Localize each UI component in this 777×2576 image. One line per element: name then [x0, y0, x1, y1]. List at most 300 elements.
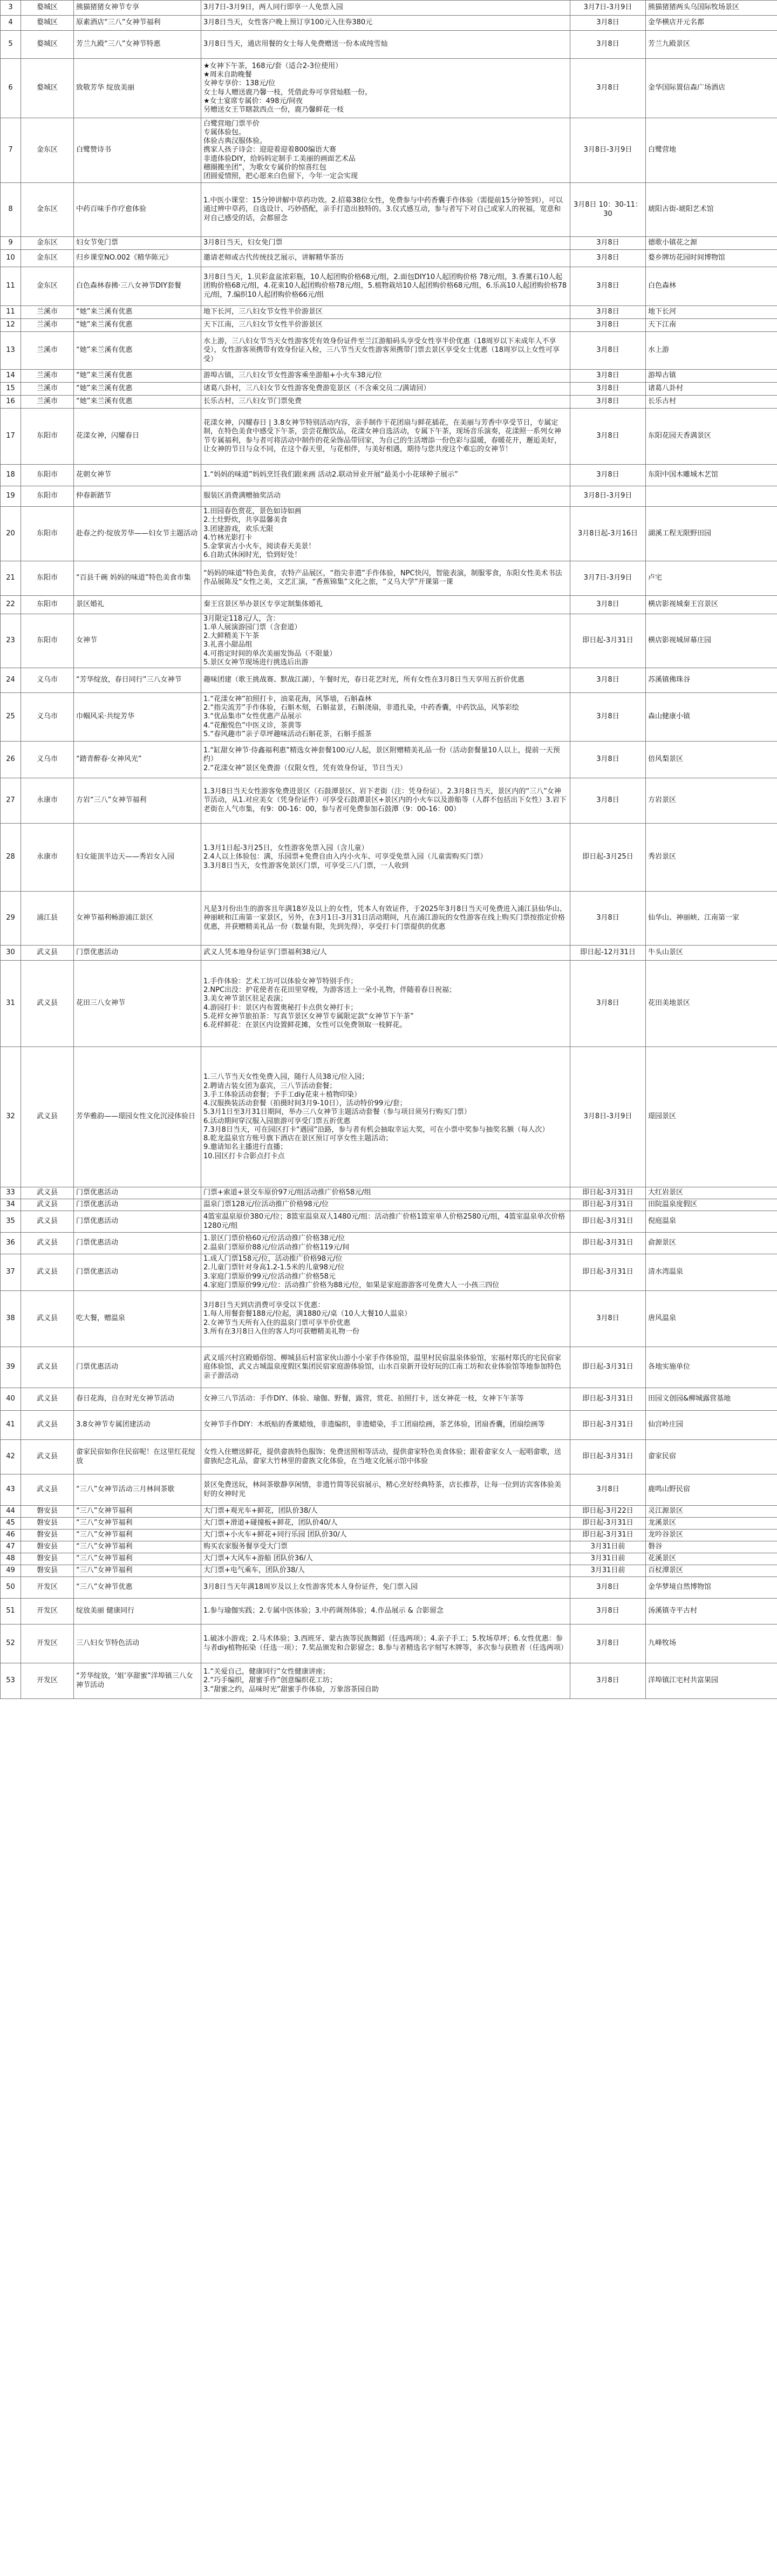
description-line: 3月7日-3月9日，两人同行即享一人免票入园 — [203, 3, 343, 12]
row-description — [201, 332, 570, 370]
row-number: 50 — [1, 1577, 21, 1599]
row-venue: 牛头山景区 — [646, 946, 777, 961]
row-date: 3月8日起-3月16日 — [570, 507, 646, 561]
description-line: 3.所有在3月8日入住的客人均可获赠精美礼物一份 — [203, 1327, 359, 1336]
row-number: 51 — [1, 1599, 21, 1625]
description-line: 团圆爱情照，把心愿来白色留下，今年一定会实现 — [203, 172, 358, 181]
row-area: 东阳市 — [21, 486, 74, 507]
row-date: 即日起-3月31日 — [570, 1347, 646, 1388]
row-number: 38 — [1, 1291, 21, 1347]
row-venue: 各地实施单位 — [646, 1347, 777, 1388]
description-line: 5.3月1日至3月31日期间，举办三八女神节主题活动套餐（参与项目须另行购买门票） — [203, 1108, 471, 1117]
row-activity-name: 门票优惠活动 — [74, 1347, 201, 1388]
row-date: 即日起-3月31日 — [570, 1254, 646, 1291]
table-row — [1, 370, 777, 383]
row-date: 3月7日-3月9日 — [570, 561, 646, 595]
table-row — [1, 1211, 777, 1233]
description-line: 门票+索道+景交车原价97元/组活动推广价格58元/组 — [203, 1188, 371, 1197]
row-date: 3月31日前 — [570, 1541, 646, 1553]
row-activity-name: 春日花海，自在时光女神节活动 — [74, 1388, 201, 1411]
row-area: 兰溪市 — [21, 319, 74, 332]
row-date: 3月8日 — [570, 396, 646, 409]
description-line: 10.园区打卡合影点打卡点 — [203, 1152, 285, 1160]
row-description — [201, 693, 570, 742]
row-description — [201, 1199, 570, 1211]
table-row — [1, 1347, 777, 1388]
description-line: 大门票+电气乘车，团队价38/人 — [203, 1566, 305, 1575]
row-area: 永康市 — [21, 824, 74, 892]
table-row — [1, 1474, 777, 1506]
row-number: 9 — [1, 237, 21, 250]
row-date: 3月8日 — [570, 319, 646, 332]
row-activity-name: “她”来兰溪有优惠 — [74, 306, 201, 319]
table-row — [1, 1506, 777, 1518]
description-line: 1.“缸甜女神节·侍鑫福利惠”精选女神套餐100元/人起，景区附赠精美礼品一份（活动套餐量10人以上，提前一天预约） — [203, 746, 560, 764]
row-area: 义乌市 — [21, 742, 74, 778]
row-activity-name: “她”来兰溪有优惠 — [74, 396, 201, 409]
row-number: 7 — [1, 118, 21, 183]
description-line: 4.竹林光影打卡 — [203, 533, 253, 542]
table-row — [1, 16, 777, 31]
row-number: 15 — [1, 383, 21, 396]
row-activity-name: “三八”女神节优惠 — [74, 1577, 201, 1599]
row-number: 49 — [1, 1565, 21, 1577]
row-activity-name: “三八”女神节福利 — [74, 1518, 201, 1530]
row-description — [201, 118, 570, 183]
table-row — [1, 1388, 777, 1411]
table-row — [1, 961, 777, 1047]
row-area: 磐安县 — [21, 1518, 74, 1530]
row-date: 3月8日 10：30-11：30 — [570, 183, 646, 237]
row-description — [201, 824, 570, 892]
row-area: 婺城区 — [21, 59, 74, 118]
row-description — [201, 1663, 570, 1699]
table-row — [1, 1411, 777, 1440]
row-area: 婺城区 — [21, 1, 74, 16]
row-description — [201, 1388, 570, 1411]
row-number: 43 — [1, 1474, 21, 1506]
row-description — [201, 1541, 570, 1553]
description-line: 1.每人用餐套餐188元/位起，满1880元/桌（10人大餐10人温泉） — [203, 1310, 412, 1318]
description-line: 3月8日当天到店消费可享受以下优惠： — [203, 1301, 325, 1309]
row-venue: 花溪景区 — [646, 1553, 777, 1565]
row-area: 东阳市 — [21, 561, 74, 595]
row-number: 13 — [1, 332, 21, 370]
row-date: 3月8日 — [570, 742, 646, 778]
description-line: 体验古典汉服体验。 — [203, 137, 267, 146]
row-venue: 方岩景区 — [646, 778, 777, 824]
row-date: 即日起-3月31日 — [570, 1388, 646, 1411]
row-date: 即日起-3月31日 — [570, 1233, 646, 1254]
row-venue: 婺乡牌坊花园时间博物馆 — [646, 250, 777, 267]
table-row — [1, 250, 777, 267]
description-line: 2.温泉门票原价88元/位活动推广价格119元/间 — [203, 1243, 350, 1252]
row-area: 兰溪市 — [21, 396, 74, 409]
row-description — [201, 183, 570, 237]
row-date: 即日起-3月31日 — [570, 1530, 646, 1541]
row-date: 3月31日前 — [570, 1553, 646, 1565]
row-number: 23 — [1, 614, 21, 668]
row-area: 兰溪市 — [21, 306, 74, 319]
description-line: 3月8日当天年满18周岁及以上女性游客凭本人身份证件，免门票入园 — [203, 1583, 418, 1592]
row-area: 磐安县 — [21, 1541, 74, 1553]
row-date: 3月8日 — [570, 1474, 646, 1506]
row-venue: 田院温泉度假区 — [646, 1199, 777, 1211]
description-line: 游埠古镇，三八妇女节女性游客乘坐游船+小火车38元/位 — [203, 371, 382, 380]
row-venue: 倪庭温泉 — [646, 1211, 777, 1233]
row-description — [201, 1599, 570, 1625]
row-activity-name: 巾帼风采·共绽芳华 — [74, 693, 201, 742]
row-description — [201, 1577, 570, 1599]
row-date: 即日起-3月31日 — [570, 1199, 646, 1211]
row-description — [201, 1, 570, 16]
row-number: 24 — [1, 668, 21, 693]
description-line: 2.儿童门票针对身高1.2-1.5米的儿童98元/位 — [203, 1263, 345, 1272]
row-date: 3月8日 — [570, 1599, 646, 1625]
description-line: 3月限定118元/人，含： — [203, 614, 280, 623]
row-venue: 湖溪工程无限野田园 — [646, 507, 777, 561]
row-activity-name: 归乡课堂NO.002《精华陈元》 — [74, 250, 201, 267]
row-venue: 森山健康小镇 — [646, 693, 777, 742]
description-line: 女士每人赠送鹿乃馨一枝，凭借此券可享营灿糕一份。 — [203, 88, 372, 97]
description-line: 4.“花酿悦色”中医义诊，茶黄等 — [203, 721, 302, 730]
row-date: 3月8日 — [570, 250, 646, 267]
row-number: 44 — [1, 1506, 21, 1518]
description-line: 3.团建游戏，欢乐无限 — [203, 525, 274, 533]
row-activity-name: “她”来兰溪有优惠 — [74, 332, 201, 370]
row-date: 3月8日-3月9日 — [570, 1047, 646, 1187]
row-number: 34 — [1, 1199, 21, 1211]
row-number: 28 — [1, 824, 21, 892]
row-area: 兰溪市 — [21, 383, 74, 396]
row-date: 3月8日 — [570, 1291, 646, 1347]
table-row — [1, 946, 777, 961]
row-venue: 卢宅 — [646, 561, 777, 595]
row-date: 即日起-3月25日 — [570, 824, 646, 892]
description-line: ★女神下午茶，168元/套（适合2-3位使用） — [203, 62, 343, 70]
row-area: 兰溪市 — [21, 332, 74, 370]
row-number: 11 — [1, 306, 21, 319]
row-venue: 龙吟谷景区 — [646, 1530, 777, 1541]
row-activity-name: 原素酒店“三八”女神节福利 — [74, 16, 201, 31]
row-date: 3月8日-3月9日 — [570, 118, 646, 183]
row-venue: 横店影视城屏幕庄园 — [646, 614, 777, 668]
row-date: 3月8日 — [570, 668, 646, 693]
row-area: 义乌市 — [21, 668, 74, 693]
description-line: 穗圈搬坐团”，为歌女专属价的惊喜红包 — [203, 163, 326, 172]
row-area: 开发区 — [21, 1663, 74, 1699]
row-number: 52 — [1, 1625, 21, 1663]
row-venue: 唐风温泉 — [646, 1291, 777, 1347]
row-date: 3月8日 — [570, 693, 646, 742]
table-row — [1, 1440, 777, 1474]
row-number: 46 — [1, 1530, 21, 1541]
row-area: 磐安县 — [21, 1530, 74, 1541]
row-venue: 磐谷 — [646, 1541, 777, 1553]
row-number: 40 — [1, 1388, 21, 1411]
row-number: 8 — [1, 183, 21, 237]
row-activity-name: “三八”女神节福利 — [74, 1530, 201, 1541]
row-venue: 田园文创园&柳城露营基地 — [646, 1388, 777, 1411]
row-area: 武义县 — [21, 1254, 74, 1291]
row-number: 22 — [1, 595, 21, 614]
row-number: 48 — [1, 1553, 21, 1565]
row-number: 32 — [1, 1047, 21, 1187]
row-area: 婺城区 — [21, 31, 74, 59]
row-description — [201, 1347, 570, 1388]
description-line: 3.“甜蜜之约，品味时光”甜蜜手作体验，万象溶茶园自助 — [203, 1685, 379, 1694]
row-activity-name: “踏青醉春·女神风光” — [74, 742, 201, 778]
description-line: 2.“巧手编织，甜蜜手作”创意编织花工坊； — [203, 1676, 337, 1685]
description-line: 8.乾龙温泉官方账号旗下酒店在景区预订可享女性主题活动； — [203, 1134, 393, 1143]
description-line: 2.“花漾女神”景区免费游（仅限女性，凭有效身份证，节日当天） — [203, 764, 407, 772]
row-activity-name: 方岩“三八”女神节福利 — [74, 778, 201, 824]
row-activity-name: 白色森林春拂·三八女神节DIY套餐 — [74, 267, 201, 306]
row-description — [201, 383, 570, 396]
description-line: 水上游，三八妇女节当天女性游客凭有效身份证件至兰江游船码头享受女性享半价优惠（18周岁以下未成年人不享受），女性游客须携带有效身份证入检，三八节当天女性游客须携带门票去景区享受女士优惠（18周岁以上女性可享受） — [203, 337, 560, 363]
row-area: 磐安县 — [21, 1506, 74, 1518]
row-number: 47 — [1, 1541, 21, 1553]
table-row — [1, 59, 777, 118]
row-area: 金东区 — [21, 250, 74, 267]
row-date: 3月8日 — [570, 1577, 646, 1599]
row-date: 即日起-3月31日 — [570, 1411, 646, 1440]
table-row — [1, 396, 777, 409]
row-date: 3月8日 — [570, 1663, 646, 1699]
row-number: 37 — [1, 1254, 21, 1291]
row-date: 即日起-3月31日 — [570, 1187, 646, 1199]
row-area: 武义县 — [21, 1440, 74, 1474]
row-description — [201, 1411, 570, 1440]
description-line: ★女士宴席专属价：498元/间夜 — [203, 97, 303, 105]
row-description — [201, 1474, 570, 1506]
row-area: 东阳市 — [21, 465, 74, 486]
row-venue: 百杖潭景区 — [646, 1565, 777, 1577]
row-number: 26 — [1, 742, 21, 778]
row-activity-name: 门票优惠活动 — [74, 1187, 201, 1199]
row-description — [201, 409, 570, 465]
row-venue: 长乐古村 — [646, 396, 777, 409]
row-area: 武义县 — [21, 1411, 74, 1440]
row-number: 21 — [1, 561, 21, 595]
row-date: 3月8日 — [570, 383, 646, 396]
row-area: 武义县 — [21, 1233, 74, 1254]
description-line: 1.成人门票158元/位，活动推广价格98元/位 — [203, 1255, 343, 1263]
row-date: 3月8日 — [570, 1625, 646, 1663]
row-date: 3月7日-3月9日 — [570, 1, 646, 16]
row-venue: 琥阳古街-琥阳艺术馆 — [646, 183, 777, 237]
description-line: “妈妈的味道”特色美食，农特产品展区，“指尖非遗”手作体验，NPC快闪，智能表演，制服零食，东阳女性美术书法作品展陈及“女性之美，文艺汇演，“香蕉锦集”文化之旅，“义乌大学”开课第一课 — [203, 569, 562, 586]
row-venue: 大红岩景区 — [646, 1187, 777, 1199]
row-venue: 苏溪镇佛珠谷 — [646, 668, 777, 693]
row-activity-name: 花朝女神节 — [74, 465, 201, 486]
row-area: 武义县 — [21, 1047, 74, 1187]
row-number: 33 — [1, 1187, 21, 1199]
row-date: 3月8日 — [570, 409, 646, 465]
row-venue: 璟园景区 — [646, 1047, 777, 1187]
row-number: 20 — [1, 507, 21, 561]
row-activity-name: 熊猫猪猪女神节专享 — [74, 1, 201, 16]
row-date: 即日起-3月31日 — [570, 1518, 646, 1530]
row-number: 3 — [1, 1, 21, 16]
description-line: 3月8日当天，妇女免门票 — [203, 239, 283, 247]
description-line: 地下长河，三八妇女节女性半价游景区 — [203, 308, 323, 316]
table-row — [1, 668, 777, 693]
table-row — [1, 409, 777, 465]
row-activity-name: 畲家民宿如你住民宿呢！在这里红花绽放 — [74, 1440, 201, 1474]
table-row — [1, 319, 777, 332]
row-venue: 仙宫岭庄园 — [646, 1411, 777, 1440]
row-activity-name: “她”来兰溪有优惠 — [74, 319, 201, 332]
row-venue: 花田美地景区 — [646, 961, 777, 1047]
description-line: 6.花样鲜花：在景区内设置鲜花摊，女性可以免费领取一枝鲜花。 — [203, 1021, 407, 1029]
row-activity-name: 妇女能顶半边天——秀岩女入园 — [74, 824, 201, 892]
description-line: 5.金掌寅古小火车，阅读春天美景！ — [203, 542, 316, 550]
row-venue: 白色森林 — [646, 267, 777, 306]
description-line: 1.田园春色赏花，景色如诗如画 — [203, 507, 302, 515]
description-line: 1.中医小课堂：15分钟讲解中草药功效。2.招募38位女性，免费参与中药香囊手作体验（需提前15分钟签到），可以通过辨中草药，自选设计、巧妙搭配，亲手打造出独特的。3.仪式感互动，参与者写下对自己或家人的祝福，宽意和对自己感受的话，会都留念 — [203, 196, 563, 222]
row-venue: 德歌小镇花之源 — [646, 237, 777, 250]
row-area: 开发区 — [21, 1577, 74, 1599]
description-line: 花漾女神，闪耀春日 | 3.8女神节特别活动内容，亲手制作干花团扇与鲜花插花，在美丽与芳香中享受节日，专属定制，在特色美食中感受下午茶，尝尝花酿饮品，花漾女神自选活动，专属下午茶，现场音乐演奏，花漾照一系列女神节专属福利，参与者可将活动中制作的花朵饰品带回家，为自己的生活增添一份色彩与温暖，春暖花开，邂逅美好，让女神的节日与众不同，在这个春天里，与花相伴，与美好相遇，期待与您共度这个难忘的女神节！ — [203, 419, 562, 453]
table-row — [1, 31, 777, 59]
row-date: 3月8日 — [570, 370, 646, 383]
row-area: 武义县 — [21, 1347, 74, 1388]
table-row — [1, 465, 777, 486]
table-row — [1, 1553, 777, 1565]
row-activity-name: 门票优惠活动 — [74, 1199, 201, 1211]
description-line: 3月8日当天，1.贝彩盒盆浓彩瓶，10人起团购价格68元/组，2.面包DIY10人起团购价格 78元/组，3.香薰石10人起团购价格68元/组，4.花束10人起团购价格78元/组，5.植物栽培10人起团购价格68元/组，6.乐高10人起团购价格78元/组，7.编织10人起团购价格66元/组 — [203, 273, 567, 299]
row-area: 东阳市 — [21, 409, 74, 465]
row-date: 3月8日 — [570, 465, 646, 486]
description-line: 大门票+小火车+鲜花+同行乐园 团队价30/人 — [203, 1531, 347, 1539]
description-line: 1.3月1日起-3月25日，女性游客免票入园（含儿童） — [203, 844, 369, 853]
events-table-body — [1, 1, 777, 1699]
row-date: 3月8日-3月9日 — [570, 486, 646, 507]
row-area: 开发区 — [21, 1599, 74, 1625]
description-line: 3.手工体验活动套餐；予手工diy花束＋植物印染） — [203, 1090, 361, 1099]
row-description — [201, 1530, 570, 1541]
row-venue: 倍风梨景区 — [646, 742, 777, 778]
description-line: 女神三八节活动：手作DIY、体验、瑜伽、野餐，露营，赏花、拍照打卡，送女神花一枝，女神下午茶等 — [203, 1395, 524, 1403]
row-activity-name: 花田三八女神节 — [74, 961, 201, 1047]
row-venue: 地下长河 — [646, 306, 777, 319]
row-number: 30 — [1, 946, 21, 961]
row-date: 3月8日 — [570, 31, 646, 59]
table-row — [1, 1599, 777, 1625]
row-area: 义乌市 — [21, 693, 74, 742]
row-description — [201, 31, 570, 59]
row-area: 金东区 — [21, 237, 74, 250]
row-activity-name: 女神节 — [74, 614, 201, 668]
description-line: 天下江南，三八妇女节女性半价游景区 — [203, 321, 323, 329]
description-line: 趣味团建（歌王挑战赛、默战江湖），午餐时光，春日花艺时光，所有女性在3月8日当天享用五折价优惠 — [203, 676, 525, 684]
row-area: 东阳市 — [21, 595, 74, 614]
table-row — [1, 1565, 777, 1577]
row-activity-name: 门票优惠活动 — [74, 1211, 201, 1233]
table-row — [1, 267, 777, 306]
row-description — [201, 1047, 570, 1187]
description-line: 5.花样女神节旅拍茶：写真节景区女神节专属限定款“女神节下午茶” — [203, 1012, 414, 1021]
description-line: 2.女神节当天所有入住的温泉门票可享半价优惠 — [203, 1318, 351, 1327]
row-description — [201, 946, 570, 961]
row-activity-name: 赴春之约·绽放芳华——妇女节主题活动 — [74, 507, 201, 561]
row-number: 35 — [1, 1211, 21, 1233]
row-area: 武义县 — [21, 946, 74, 961]
description-line: 大门票+滑道+碰撞板+鲜花，团队价40/人 — [203, 1519, 338, 1527]
row-date: 即日起-3月31日 — [570, 614, 646, 668]
description-line: 秦王宫景区举办景区专享定制集体婚礼 — [203, 600, 323, 608]
row-description — [201, 1254, 570, 1291]
row-number: 53 — [1, 1663, 21, 1699]
row-number: 17 — [1, 409, 21, 465]
description-line: 4.家庭门票原价99元/位：活动推广价格为88元/位，如果是家庭游游客可免费大人一小孩三四位 — [203, 1281, 500, 1289]
description-line: 长乐古村，三八妇女节门票免费 — [203, 397, 302, 406]
table-row — [1, 1233, 777, 1254]
row-venue: 诸葛八卦村 — [646, 383, 777, 396]
description-line: 6.自助式休闲时光，恰到好处！ — [203, 551, 302, 560]
table-row — [1, 1199, 777, 1211]
description-line: 专属体验包。 — [203, 128, 246, 137]
row-venue: 熊猫猪猪两头乌国际牧场景区 — [646, 1, 777, 16]
row-activity-name: 妇女节免门票 — [74, 237, 201, 250]
description-line: 1.三八节当天女性免费入园，随行人员38元/位入园； — [203, 1073, 369, 1082]
row-number: 18 — [1, 465, 21, 486]
row-activity-name: 中药百味手作疗愈体验 — [74, 183, 201, 237]
row-activity-name: “三八”女神节福利 — [74, 1553, 201, 1565]
row-description — [201, 892, 570, 946]
table-row — [1, 778, 777, 824]
table-row — [1, 824, 777, 892]
row-description — [201, 465, 570, 486]
description-line: 3.家庭门票原价99元/位活动推广价格58元 — [203, 1272, 336, 1281]
row-number: 19 — [1, 486, 21, 507]
description-line: 5.景区女神节现场进行挑选后出游 — [203, 658, 309, 667]
description-line: 2.聘请古装女团为嘉宾，三八节活动套餐； — [203, 1082, 337, 1090]
row-activity-name: “三八”女神节福利 — [74, 1541, 201, 1553]
row-venue: 仙华山、神丽峡、江南第一家 — [646, 892, 777, 946]
table-row — [1, 332, 777, 370]
row-number: 27 — [1, 778, 21, 824]
row-activity-name: 门票优惠活动 — [74, 946, 201, 961]
description-line: 景区免费送玩，林间茶歇静享闲情，非遗竹简等民宿展示，精心烹好经典特茶，店长推荐，让每一位到访宾客体验美好的女神时光 — [203, 1481, 562, 1498]
description-line: 4.可指定时间的单次美丽发饰品（不限量） — [203, 649, 337, 658]
row-area: 武义县 — [21, 1291, 74, 1347]
description-line: 女神节手作DIY：木纸贴的香薰蜡烛，非遗编织，非遗蜡染，手工团扇绘画，茶艺体验，团扇香囊，团扇绘画等 — [203, 1420, 545, 1429]
row-description — [201, 1553, 570, 1565]
description-line: 大门票+观光车+鲜花，团队价38/人 — [203, 1507, 318, 1515]
description-line: 大门票+大风车+游船 团队价36/人 — [203, 1554, 313, 1563]
row-venue: 东阳花园天香满景区 — [646, 409, 777, 465]
row-activity-name: “三八”女神节福利 — [74, 1506, 201, 1518]
description-line: 携家人孩子诗会：迎迎着迎着800编语大赛 — [203, 146, 336, 154]
row-venue: 鹿鸣山野民宿 — [646, 1474, 777, 1506]
row-area: 婺城区 — [21, 16, 74, 31]
description-line: 服装区消费满赠抽奖活动 — [203, 492, 281, 500]
row-description — [201, 507, 570, 561]
table-row — [1, 1577, 777, 1599]
row-number: 31 — [1, 961, 21, 1047]
description-line: 购买农家服务餐享受大门票 — [203, 1542, 288, 1551]
row-area: 兰溪市 — [21, 370, 74, 383]
description-line: 3.3月8日当天，女性游客免景区门票，可享受三八门票，一人收到 — [203, 861, 408, 870]
row-venue: 清水湾温泉 — [646, 1254, 777, 1291]
description-line: 3月8日当天，女性客户晚上预订享100元入住券380元 — [203, 18, 373, 27]
row-venue: 秀岩景区 — [646, 824, 777, 892]
row-description — [201, 561, 570, 595]
row-number: 42 — [1, 1440, 21, 1474]
description-line: 温泉门票128元/位活动推广价格98元/位 — [203, 1200, 329, 1209]
